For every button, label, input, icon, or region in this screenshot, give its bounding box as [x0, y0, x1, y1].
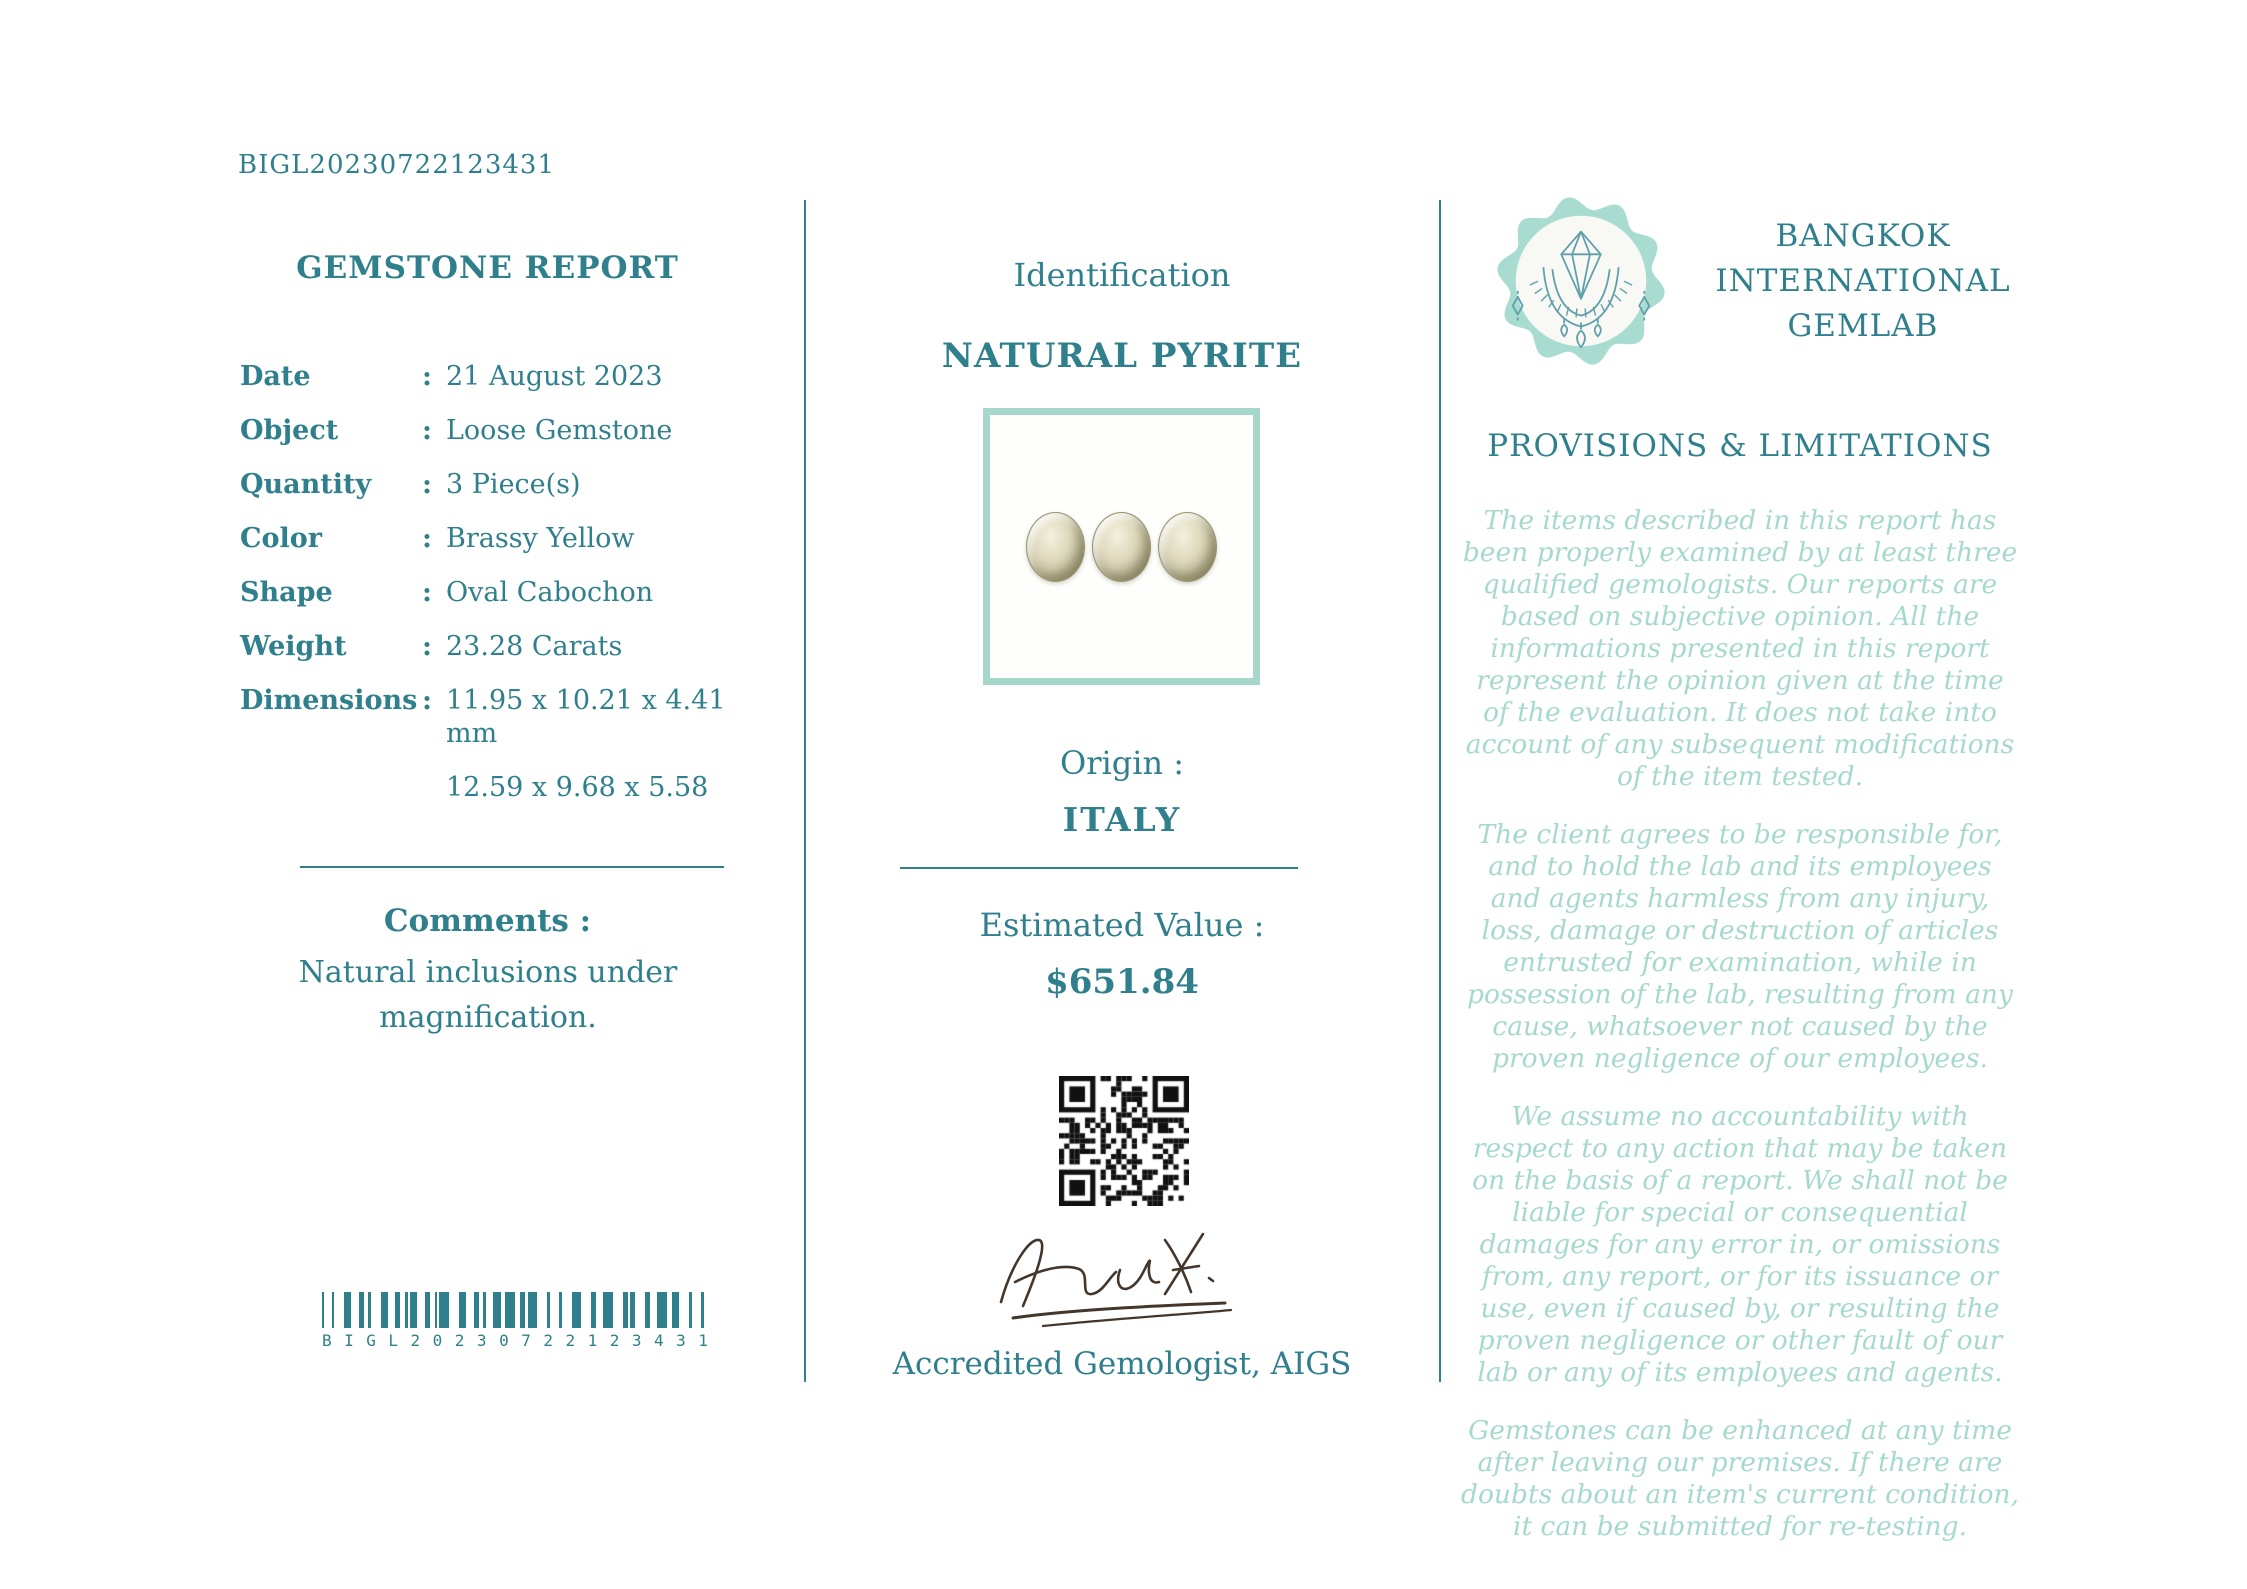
field-label: Color [240, 523, 322, 554]
lab-name-line-1: BANGKOK [1775, 217, 1951, 254]
barcode-caption: BIGL20230722123431 [322, 1331, 721, 1350]
gem-cabochon-3 [1158, 512, 1217, 582]
field-row-weight: Weight : 23.28 Carats [240, 630, 760, 663]
species-name: NATURAL PYRITE [941, 336, 1303, 376]
signatory-title: Accredited Gemologist, AIGS [892, 1346, 1352, 1382]
field-label: Dimensions [240, 685, 418, 716]
lab-name-line-3: GEMLAB [1787, 307, 1939, 344]
comments-text: Natural inclusions under magnification. [298, 955, 678, 1035]
identification-heading: Identification [1013, 256, 1231, 294]
gemstone-photo [983, 408, 1260, 685]
gem-cabochon-1 [1026, 512, 1085, 582]
column-divider-left [804, 200, 806, 1382]
provision-paragraph-2: The client agrees to be responsible for, and to hold the lab and its employees and agents harmless from any injury, loss, damage or destruction of articles entrusted for examination, while in possession of the lab, resulting from any cause, whatsoever not caused by the proven negligence of our employees. [1467, 819, 2013, 1074]
field-row-dimensions: Dimensions : 11.95 x 10.21 x 4.41 mm [240, 684, 760, 750]
field-label: Object [240, 415, 339, 446]
field-label: Shape [240, 577, 333, 608]
provisions-paragraphs [1460, 505, 2020, 1569]
middle-section-divider [900, 867, 1298, 869]
field-value: Loose Gemstone [446, 415, 673, 446]
report-number: BIGL20230722123431 [238, 150, 555, 180]
field-row-date: Date : 21 August 2023 [240, 360, 760, 393]
provisions-heading: PROVISIONS & LIMITATIONS [1487, 428, 1993, 464]
field-label: Date [240, 361, 311, 392]
lab-name-line-2: INTERNATIONAL [1715, 262, 2011, 299]
qr-code [1059, 1076, 1189, 1206]
comments-heading: Comments : [383, 903, 592, 939]
field-row-shape: Shape : Oval Cabochon [240, 576, 760, 609]
field-label: Weight [240, 631, 347, 662]
field-value: Brassy Yellow [446, 523, 635, 554]
field-value: Oval Cabochon [446, 577, 654, 608]
field-value: 11.95 x 10.21 x 4.41 mm [446, 685, 726, 749]
report-fields [240, 360, 760, 804]
origin-value: ITALY [1062, 800, 1182, 839]
gemologist-signature [985, 1212, 1265, 1347]
field-label: Quantity [240, 469, 372, 500]
field-row-quantity: Quantity : 3 Piece(s) [240, 468, 760, 501]
column-divider-right [1439, 200, 1441, 1382]
barcode [322, 1292, 714, 1328]
signature-ink-strokes [985, 1212, 1265, 1347]
lab-name [1694, 214, 2032, 349]
provision-paragraph-1: The items described in this report has been properly examined by at least three qualified gemologists. Our reports are based on subjective opinion. All the informations presented in this report represent the opinion given at the time of the evaluation. It does not take into account of any subsequent modifications of the item tested. [1462, 505, 2018, 792]
field-value: 21 August 2023 [446, 361, 663, 392]
field-value-dimensions-2: 12.59 x 9.68 x 5.58 [446, 772, 709, 803]
gemlab-logo-icon [1492, 192, 1670, 370]
estimated-value: $651.84 [1045, 962, 1199, 1002]
left-section-divider [300, 866, 724, 868]
field-row-color: Color : Brassy Yellow [240, 522, 760, 555]
gem-cabochon-2 [1092, 512, 1151, 582]
report-title: GEMSTONE REPORT [296, 250, 679, 286]
provision-paragraph-4: Gemstones can be enhanced at any time after leaving our premises. If there are doubts about an item's current condition, it can be submitted for re-testing. [1461, 1415, 2019, 1542]
provision-paragraph-3: We assume no accountability with respect to any action that may be taken on the basis of a report. We shall not be liable for special or consequential damages for any error in, or omissions from, any report, or for its issuance or use, even if caused by, or resulting the proven negligence or other fault of our lab or any of its employees and agents. [1472, 1101, 2008, 1388]
field-row-object: Object : Loose Gemstone [240, 414, 760, 447]
lab-header [1492, 192, 2032, 370]
estimated-value-label: Estimated Value : [979, 906, 1265, 944]
field-value: 3 Piece(s) [446, 469, 581, 500]
field-value: 23.28 Carats [446, 631, 623, 662]
origin-label: Origin : [1059, 744, 1185, 782]
